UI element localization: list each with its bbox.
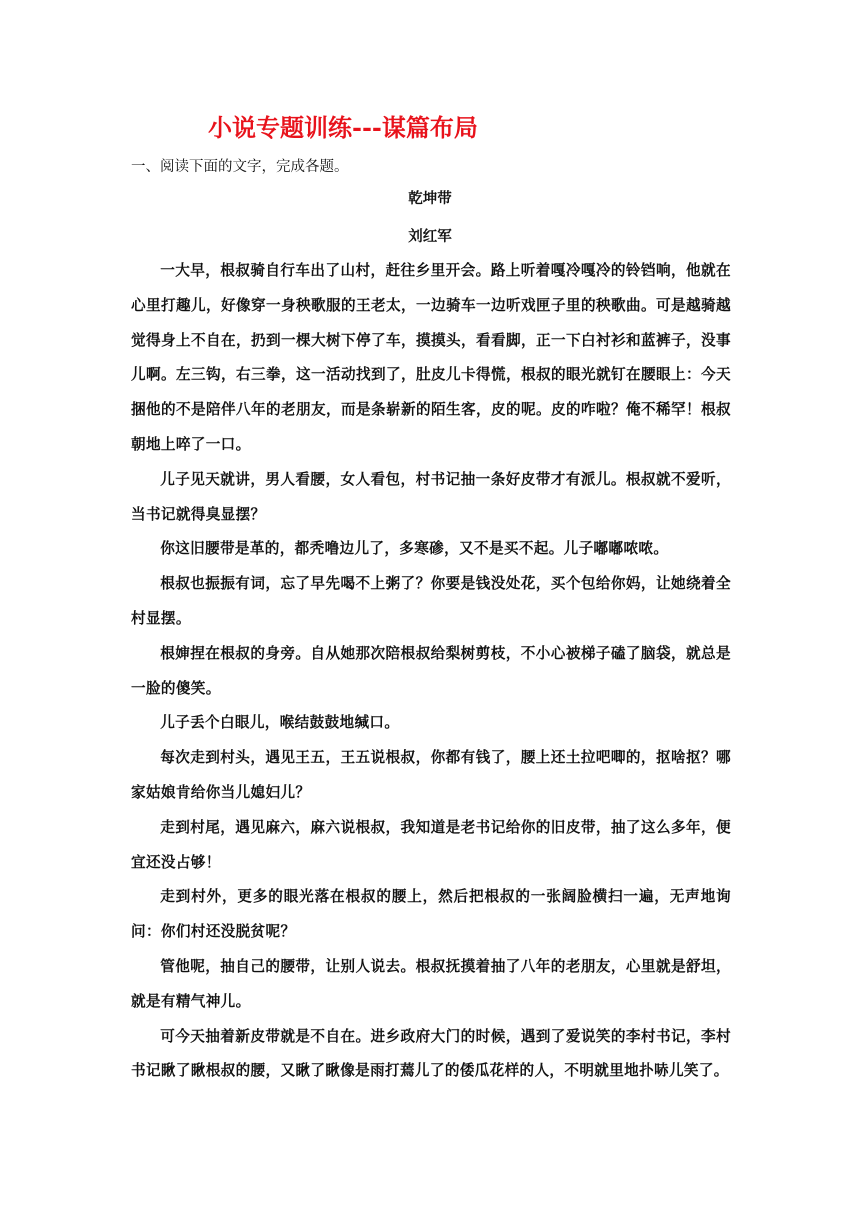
paragraph: 根婶捏在根叔的身旁。自从她那次陪根叔给梨树剪枝，不小心被梯子磕了脑袋，就总是一脸的傻笑。 xyxy=(131,644,731,697)
document-title: 小说专题训练---谋篇布局 xyxy=(208,113,478,142)
paragraph: 根叔也振振有词，忘了早先喝不上粥了？你要是钱没处花，买个包给你妈，让她绕着全村显摆。 xyxy=(131,575,731,627)
paragraph: 每次走到村头，遇见王五，王五说根叔，你都有钱了，腰上还土拉吧唧的，抠啥抠？哪家姑娘肯给你当儿媳妇儿？ xyxy=(131,749,731,801)
paragraph: 走到村外，更多的眼光落在根叔的腰上，然后把根叔的一张阔脸横扫一遍，无声地询问：你们村还没脱贫呢？ xyxy=(131,888,731,941)
story-title: 乾坤带 xyxy=(408,190,452,207)
story-body xyxy=(131,254,731,1089)
paragraph: 你这旧腰带是革的，都秃噜边儿了，多寒碜，又不是买不起。儿子嘟嘟哝哝。 xyxy=(160,540,669,558)
paragraph: 可今天抽着新皮带就是不自在。进乡政府大门的时候，遇到了爱说笑的李村书记，李村书记瞅了瞅根叔的腰，又瞅了瞅像是雨打蔫儿了的倭瓜花样的人，不明就里地扑哧儿笑了。 xyxy=(131,1027,731,1080)
question-instruction: 一、阅读下面的文字，完成各题。 xyxy=(131,159,349,175)
paragraph: 儿子见天就讲，男人看腰，女人看包，村书记抽一条好皮带才有派儿。根叔就不爱听，当书记就得臭显摆？ xyxy=(131,470,731,523)
paragraph: 儿子丢个白眼儿，喉结鼓鼓地缄口。 xyxy=(160,714,400,732)
paragraph: 走到村尾，遇见麻六，麻六说根叔，我知道是老书记给你的旧皮带，抽了这么多年，便宜还没占够！ xyxy=(131,818,731,871)
story-author: 刘红军 xyxy=(408,228,452,245)
paragraph: 管他呢，抽自己的腰带，让别人说去。根叔抚摸着抽了八年的老朋友，心里就是舒坦，就是有精气神儿。 xyxy=(131,957,731,1010)
paragraph: 一大早，根叔骑自行车出了山村，赶往乡里开会。路上听着嘎冷嘎冷的铃铛响，他就在心里打趣儿，好像穿一身秧歌服的王老太，一边骑车一边听戏匣子里的秧歌曲。可是越骑越觉得身上不自在，扔到一棵大树下停了车，摸摸头，看看脚，正一下白衬衫和蓝裤子，没事儿啊。左三钩，右三拳，这一活动找到了，肚皮儿卡得慌，根叔的眼光就钉在腰眼上：今天捆他的不是陪伴八年的老朋友，而是条崭新的陌生客，皮的呢。皮的咋啦？俺不稀罕！根叔朝地上啐了一口。 xyxy=(131,262,731,453)
